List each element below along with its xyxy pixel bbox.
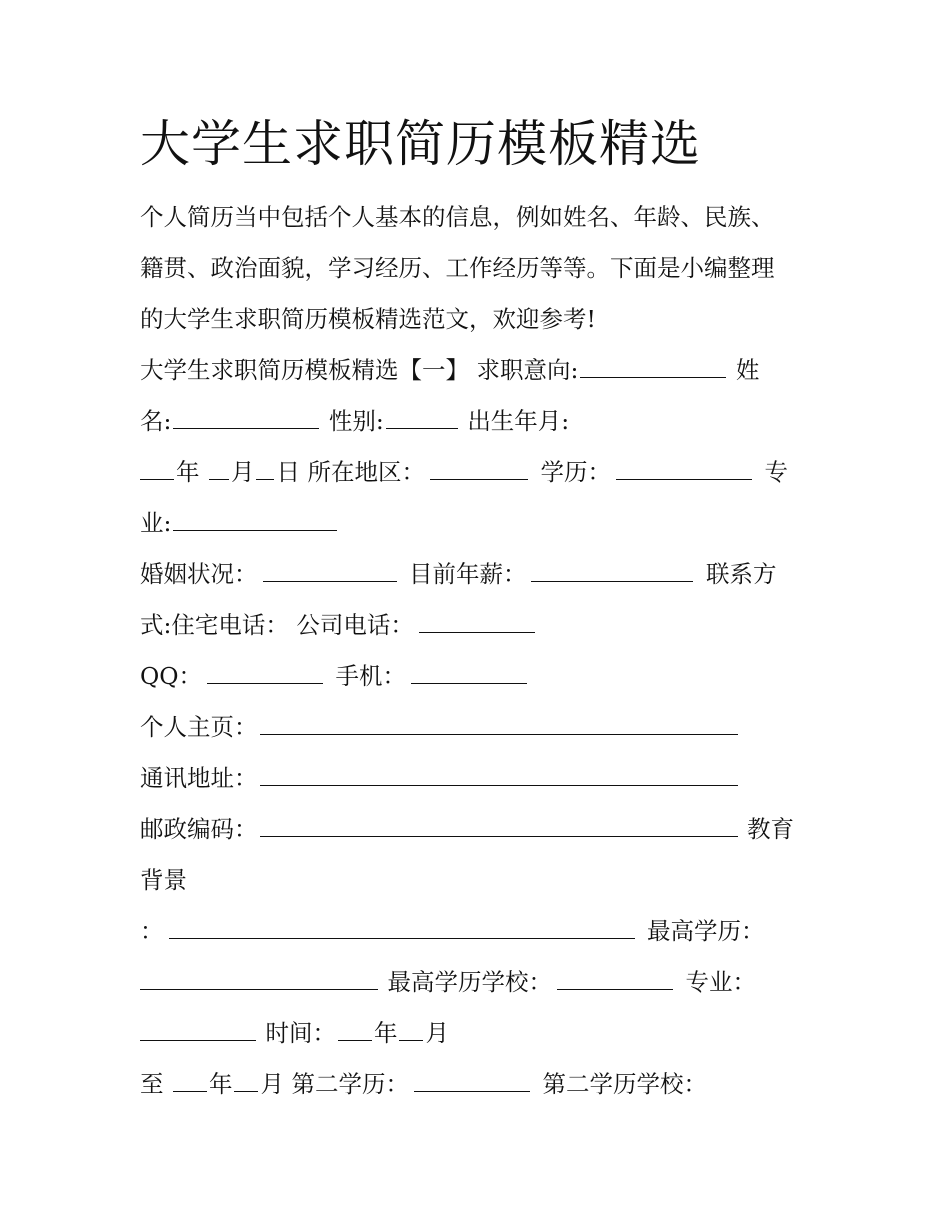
form-line-marital bbox=[140, 549, 820, 600]
education-blank[interactable] bbox=[616, 457, 752, 480]
form-line-highest-school bbox=[140, 957, 820, 1008]
time-month-blank[interactable] bbox=[399, 1018, 423, 1041]
homepage-blank[interactable] bbox=[260, 712, 738, 735]
form-line-major bbox=[140, 498, 820, 549]
form-line-date-region bbox=[140, 447, 820, 498]
birth-label: 出生年月: bbox=[467, 407, 570, 435]
time-year-label: 年 bbox=[373, 1019, 398, 1047]
postcode-label: 邮政编码： bbox=[140, 815, 258, 843]
contact-label-part1: 联系方 bbox=[705, 560, 777, 588]
region-label: 所在地区： bbox=[307, 458, 425, 486]
birth-month-label: 月 bbox=[230, 458, 255, 486]
second-degree-label: 第二学历： bbox=[291, 1070, 409, 1098]
form-line-second-degree bbox=[140, 1059, 820, 1110]
name-label-part2: 名: bbox=[140, 407, 172, 435]
region-blank[interactable] bbox=[430, 457, 528, 480]
gender-label: 性别: bbox=[328, 407, 384, 435]
to-month-blank[interactable] bbox=[234, 1069, 258, 1092]
highest-degree-label: 最高学历： bbox=[646, 917, 765, 945]
highest-degree-blank[interactable] bbox=[140, 967, 378, 990]
edu-bg-label-part1: 教育 bbox=[746, 815, 794, 843]
edu-bg-colon: ： bbox=[140, 917, 164, 945]
major-label-part2: 业: bbox=[140, 509, 172, 537]
to-year-blank[interactable] bbox=[173, 1069, 207, 1092]
document-title: 大学生求职简历模板精选 bbox=[140, 115, 701, 173]
birth-year-label: 年 bbox=[176, 458, 200, 486]
mobile-label: 手机： bbox=[335, 662, 407, 690]
marital-blank[interactable] bbox=[263, 559, 397, 582]
intro-line-3: 的大学生求职简历模板精选范文，欢迎参考! bbox=[140, 305, 596, 333]
major2-label: 专业： bbox=[685, 968, 756, 996]
intro-line-2: 籍贯、政治面貌，学习经历、工作经历等等。下面是小编整理 bbox=[140, 254, 775, 282]
section-heading: 大学生求职简历模板精选【一】 bbox=[140, 356, 469, 384]
form-line-postcode bbox=[140, 804, 820, 855]
time-label: 时间： bbox=[265, 1019, 336, 1047]
salary-blank[interactable] bbox=[531, 559, 693, 582]
birth-month-blank[interactable] bbox=[209, 457, 229, 480]
address-label: 通讯地址： bbox=[140, 764, 258, 792]
major2-blank[interactable] bbox=[140, 1018, 256, 1041]
salary-label: 目前年薪： bbox=[408, 560, 527, 588]
form-line-name bbox=[140, 396, 820, 447]
education-label: 学历： bbox=[540, 458, 611, 486]
contact-label-part2: 式: bbox=[140, 611, 172, 639]
to-month-label: 月 bbox=[260, 1070, 284, 1098]
to-year-label: 年 bbox=[208, 1070, 233, 1098]
form-line-phones bbox=[140, 600, 820, 651]
birth-day-label: 日 bbox=[276, 458, 300, 486]
company-phone-blank[interactable] bbox=[419, 610, 535, 633]
marital-label: 婚姻状况： bbox=[140, 560, 258, 588]
homepage-label: 个人主页： bbox=[140, 713, 258, 741]
qq-label: QQ： bbox=[140, 662, 203, 690]
birth-day-blank[interactable] bbox=[256, 457, 274, 480]
form-line-address bbox=[140, 753, 820, 804]
birth-year-blank[interactable] bbox=[140, 457, 174, 480]
job-intent-blank[interactable] bbox=[580, 355, 726, 378]
form-line-time bbox=[140, 1008, 820, 1059]
job-intent-label: 求职意向: bbox=[476, 356, 579, 384]
name-blank[interactable] bbox=[173, 406, 319, 429]
major-blank[interactable] bbox=[173, 508, 337, 531]
document-page bbox=[140, 112, 820, 1110]
to-label: 至 bbox=[140, 1070, 164, 1098]
second-school-label: 第二学历学校： bbox=[542, 1070, 707, 1098]
form-line-edu-bg bbox=[140, 855, 820, 906]
form-line-job-intent bbox=[140, 345, 820, 396]
qq-blank[interactable] bbox=[207, 661, 323, 684]
mobile-blank[interactable] bbox=[411, 661, 527, 684]
address-blank[interactable] bbox=[260, 763, 738, 786]
company-phone-label: 公司电话： bbox=[296, 611, 414, 639]
home-phone-label: 住宅电话： bbox=[171, 611, 289, 639]
form-line-qq bbox=[140, 651, 820, 702]
time-year-blank[interactable] bbox=[338, 1018, 372, 1041]
edu-bg-blank[interactable] bbox=[169, 916, 635, 939]
gender-blank[interactable] bbox=[386, 406, 458, 429]
highest-school-blank[interactable] bbox=[557, 967, 673, 990]
form-line-homepage bbox=[140, 702, 820, 753]
time-month-label: 月 bbox=[425, 1019, 449, 1047]
postcode-blank[interactable] bbox=[260, 814, 738, 837]
second-degree-blank[interactable] bbox=[414, 1069, 530, 1092]
highest-school-label: 最高学历学校： bbox=[387, 968, 552, 996]
intro-line-1: 个人简历当中包括个人基本的信息，例如姓名、年龄、民族、 bbox=[140, 203, 775, 231]
major-label-part1: 专 bbox=[764, 458, 788, 486]
edu-bg-label-part2: 背景 bbox=[140, 866, 187, 894]
form-line-highest-degree bbox=[140, 906, 820, 957]
name-label-part1: 姓 bbox=[735, 356, 760, 384]
